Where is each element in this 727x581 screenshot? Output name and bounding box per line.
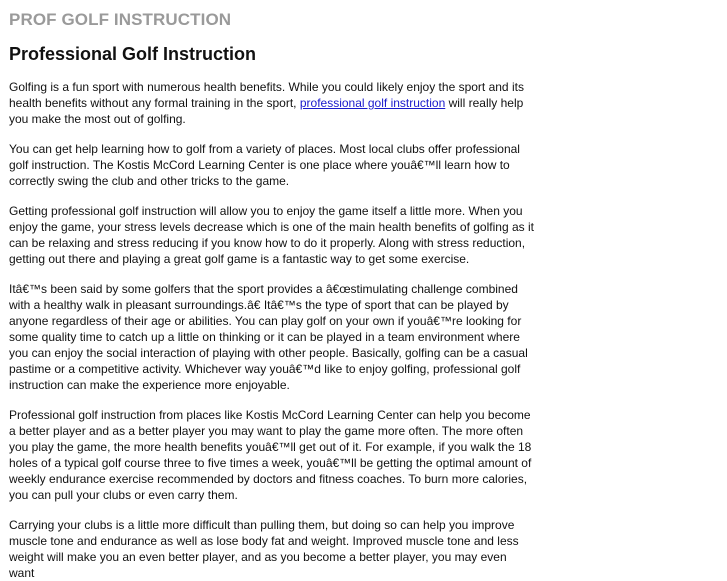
paragraph-4: Itâ€™s been said by some golfers that the sport provides a â€œstimulating challenge combined with a healthy walk in pleasant surroundings.â€ Itâ€™s the type of sport that can be played by anyone regardless of their age or abilities. You can play golf on your own if youâ€™re looking for some quality time to catch up a little on thinking or it can be played in a team environment where you can enjoy the social interaction of playing with other people. Basically, golfing can be a casual pastime or a competitive activity. Whichever way youâ€™d like to enjoy golfing, professional golf instruction can make the experience more enjoyable. xyxy=(9,282,528,392)
article-headline: Professional Golf Instruction xyxy=(9,44,257,64)
paragraph-6: Carrying your clubs is a little more difficult than pulling them, but doing so can help you improve muscle tone and endurance as well as lose body fat and weight. Improved muscle tone and less weight will make you an even better player, and as you become a better player, you may even want xyxy=(9,518,519,580)
professional-golf-instruction-link[interactable]: professional golf instruction xyxy=(299,96,446,110)
paragraph-5: Professional golf instruction from places like Kostis McCord Learning Center can help you become a better player and as a better player you may want to play the game more often. The more often you play the game, the more health benefits youâ€™ll get out of it. For example, if you walk the 18 holes of a typical golf course three to five times a week, youâ€™ll be getting the optimal amount of weekly endurance exercise recommended by doctors and fitness coaches. To burn more calories, you can pull your clubs or even carry them. xyxy=(9,408,532,502)
paragraph-2: You can get help learning how to golf from a variety of places. Most local clubs offer professional golf instruction. The Kostis McCord Learning Center is one place where youâ€™ll learn how to correctly swing the club and other tricks to the game. xyxy=(9,142,520,188)
paragraph-3: Getting professional golf instruction will allow you to enjoy the game itself a little more. When you enjoy the game, your stress levels decrease which is one of the main health benefits of golfing as it can be relaxing and stress reducing if you know how to do it properly. Along with stress reduction, getting out there and playing a great golf game is a fantastic way to get some exercise. xyxy=(9,204,534,266)
paragraph-1-text-before-link: Golfing is a fun sport with numerous health benefits. While you could likely enjoy the sport and its health benefits without any formal training in the sport, xyxy=(9,80,524,110)
site-title: PROF GOLF INSTRUCTION xyxy=(9,10,232,29)
paragraph-1-text-after-link: will really help you make the most out of golfing. xyxy=(9,96,524,126)
paragraph-1 xyxy=(9,79,534,127)
